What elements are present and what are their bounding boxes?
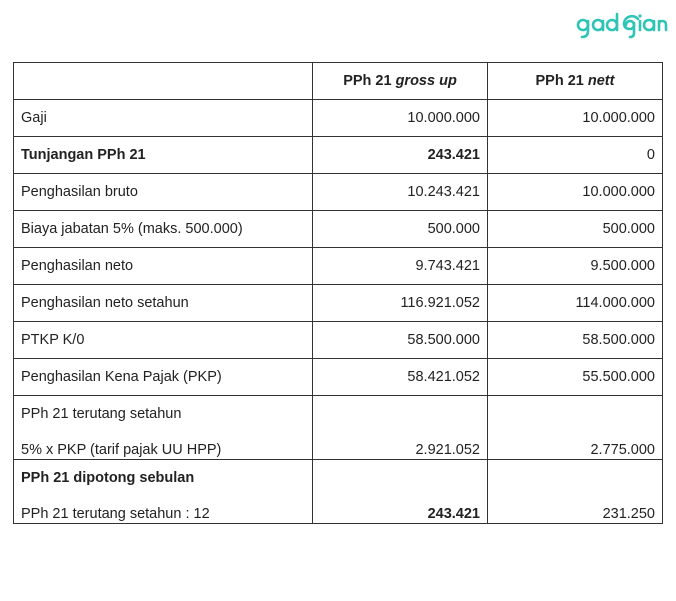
row-label: Penghasilan neto setahun xyxy=(14,285,313,322)
monthly-tax-formula: PPh 21 terutang setahun : 12 xyxy=(21,506,210,522)
spacer xyxy=(320,469,480,487)
table-row xyxy=(14,285,663,322)
gross-value: 243.421 xyxy=(313,137,488,174)
gross-value: 500.000 xyxy=(313,211,488,248)
gross-value: 116.921.052 xyxy=(313,285,488,322)
nett-value: 9.500.000 xyxy=(488,248,663,285)
nett-value: 231.250 xyxy=(602,506,655,522)
gross-value: 58.500.000 xyxy=(313,322,488,359)
header-gross-prefix: PPh 21 xyxy=(343,73,396,89)
annual-tax-row xyxy=(14,396,663,460)
gadjian-logo-icon xyxy=(576,11,668,41)
gross-value: 243.421 xyxy=(427,506,480,522)
table-header-row xyxy=(14,63,663,100)
gross-value: 2.921.052 xyxy=(415,442,480,458)
monthly-tax-label: PPh 21 dipotong sebulan xyxy=(21,470,195,486)
table-row xyxy=(14,211,663,248)
monthly-tax-row xyxy=(14,460,663,524)
header-nett-prefix: PPh 21 xyxy=(535,73,588,89)
row-label: Penghasilan Kena Pajak (PKP) xyxy=(14,359,313,396)
table-row xyxy=(14,137,663,174)
pph21-comparison-table xyxy=(13,62,663,524)
row-label: Penghasilan bruto xyxy=(14,174,313,211)
table-row xyxy=(14,359,663,396)
row-label: Tunjangan PPh 21 xyxy=(14,137,313,174)
gross-value: 10.243.421 xyxy=(313,174,488,211)
gross-value: 10.000.000 xyxy=(313,100,488,137)
annual-tax-formula: 5% x PKP (tarif pajak UU HPP) xyxy=(21,442,222,458)
spacer xyxy=(320,405,480,423)
monthly-tax-nett-cell xyxy=(488,460,663,524)
spacer xyxy=(495,469,655,487)
header-gross-up xyxy=(313,63,488,100)
monthly-tax-labels xyxy=(14,460,313,524)
header-nett xyxy=(488,63,663,100)
row-label: Biaya jabatan 5% (maks. 500.000) xyxy=(14,211,313,248)
table-row xyxy=(14,322,663,359)
nett-value: 2.775.000 xyxy=(590,442,655,458)
nett-value: 55.500.000 xyxy=(488,359,663,396)
gadjian-logo xyxy=(576,6,668,46)
nett-value: 10.000.000 xyxy=(488,174,663,211)
table-row xyxy=(14,174,663,211)
row-label: Gaji xyxy=(14,100,313,137)
annual-tax-labels xyxy=(14,396,313,460)
row-label: PTKP K/0 xyxy=(14,322,313,359)
table-row xyxy=(14,248,663,285)
annual-tax-gross-cell xyxy=(313,396,488,460)
header-gross-italic: gross up xyxy=(395,73,457,89)
annual-tax-label: PPh 21 terutang setahun xyxy=(21,406,182,422)
header-nett-italic: nett xyxy=(587,73,615,89)
nett-value: 58.500.000 xyxy=(488,322,663,359)
header-blank xyxy=(14,63,313,100)
row-label: Penghasilan neto xyxy=(14,248,313,285)
monthly-tax-gross-cell xyxy=(313,460,488,524)
nett-value: 114.000.000 xyxy=(488,285,663,322)
annual-tax-nett-cell xyxy=(488,396,663,460)
gross-value: 9.743.421 xyxy=(313,248,488,285)
spacer xyxy=(495,405,655,423)
gross-value: 58.421.052 xyxy=(313,359,488,396)
nett-value: 10.000.000 xyxy=(488,100,663,137)
table-row xyxy=(14,100,663,137)
nett-value: 0 xyxy=(488,137,663,174)
nett-value: 500.000 xyxy=(488,211,663,248)
